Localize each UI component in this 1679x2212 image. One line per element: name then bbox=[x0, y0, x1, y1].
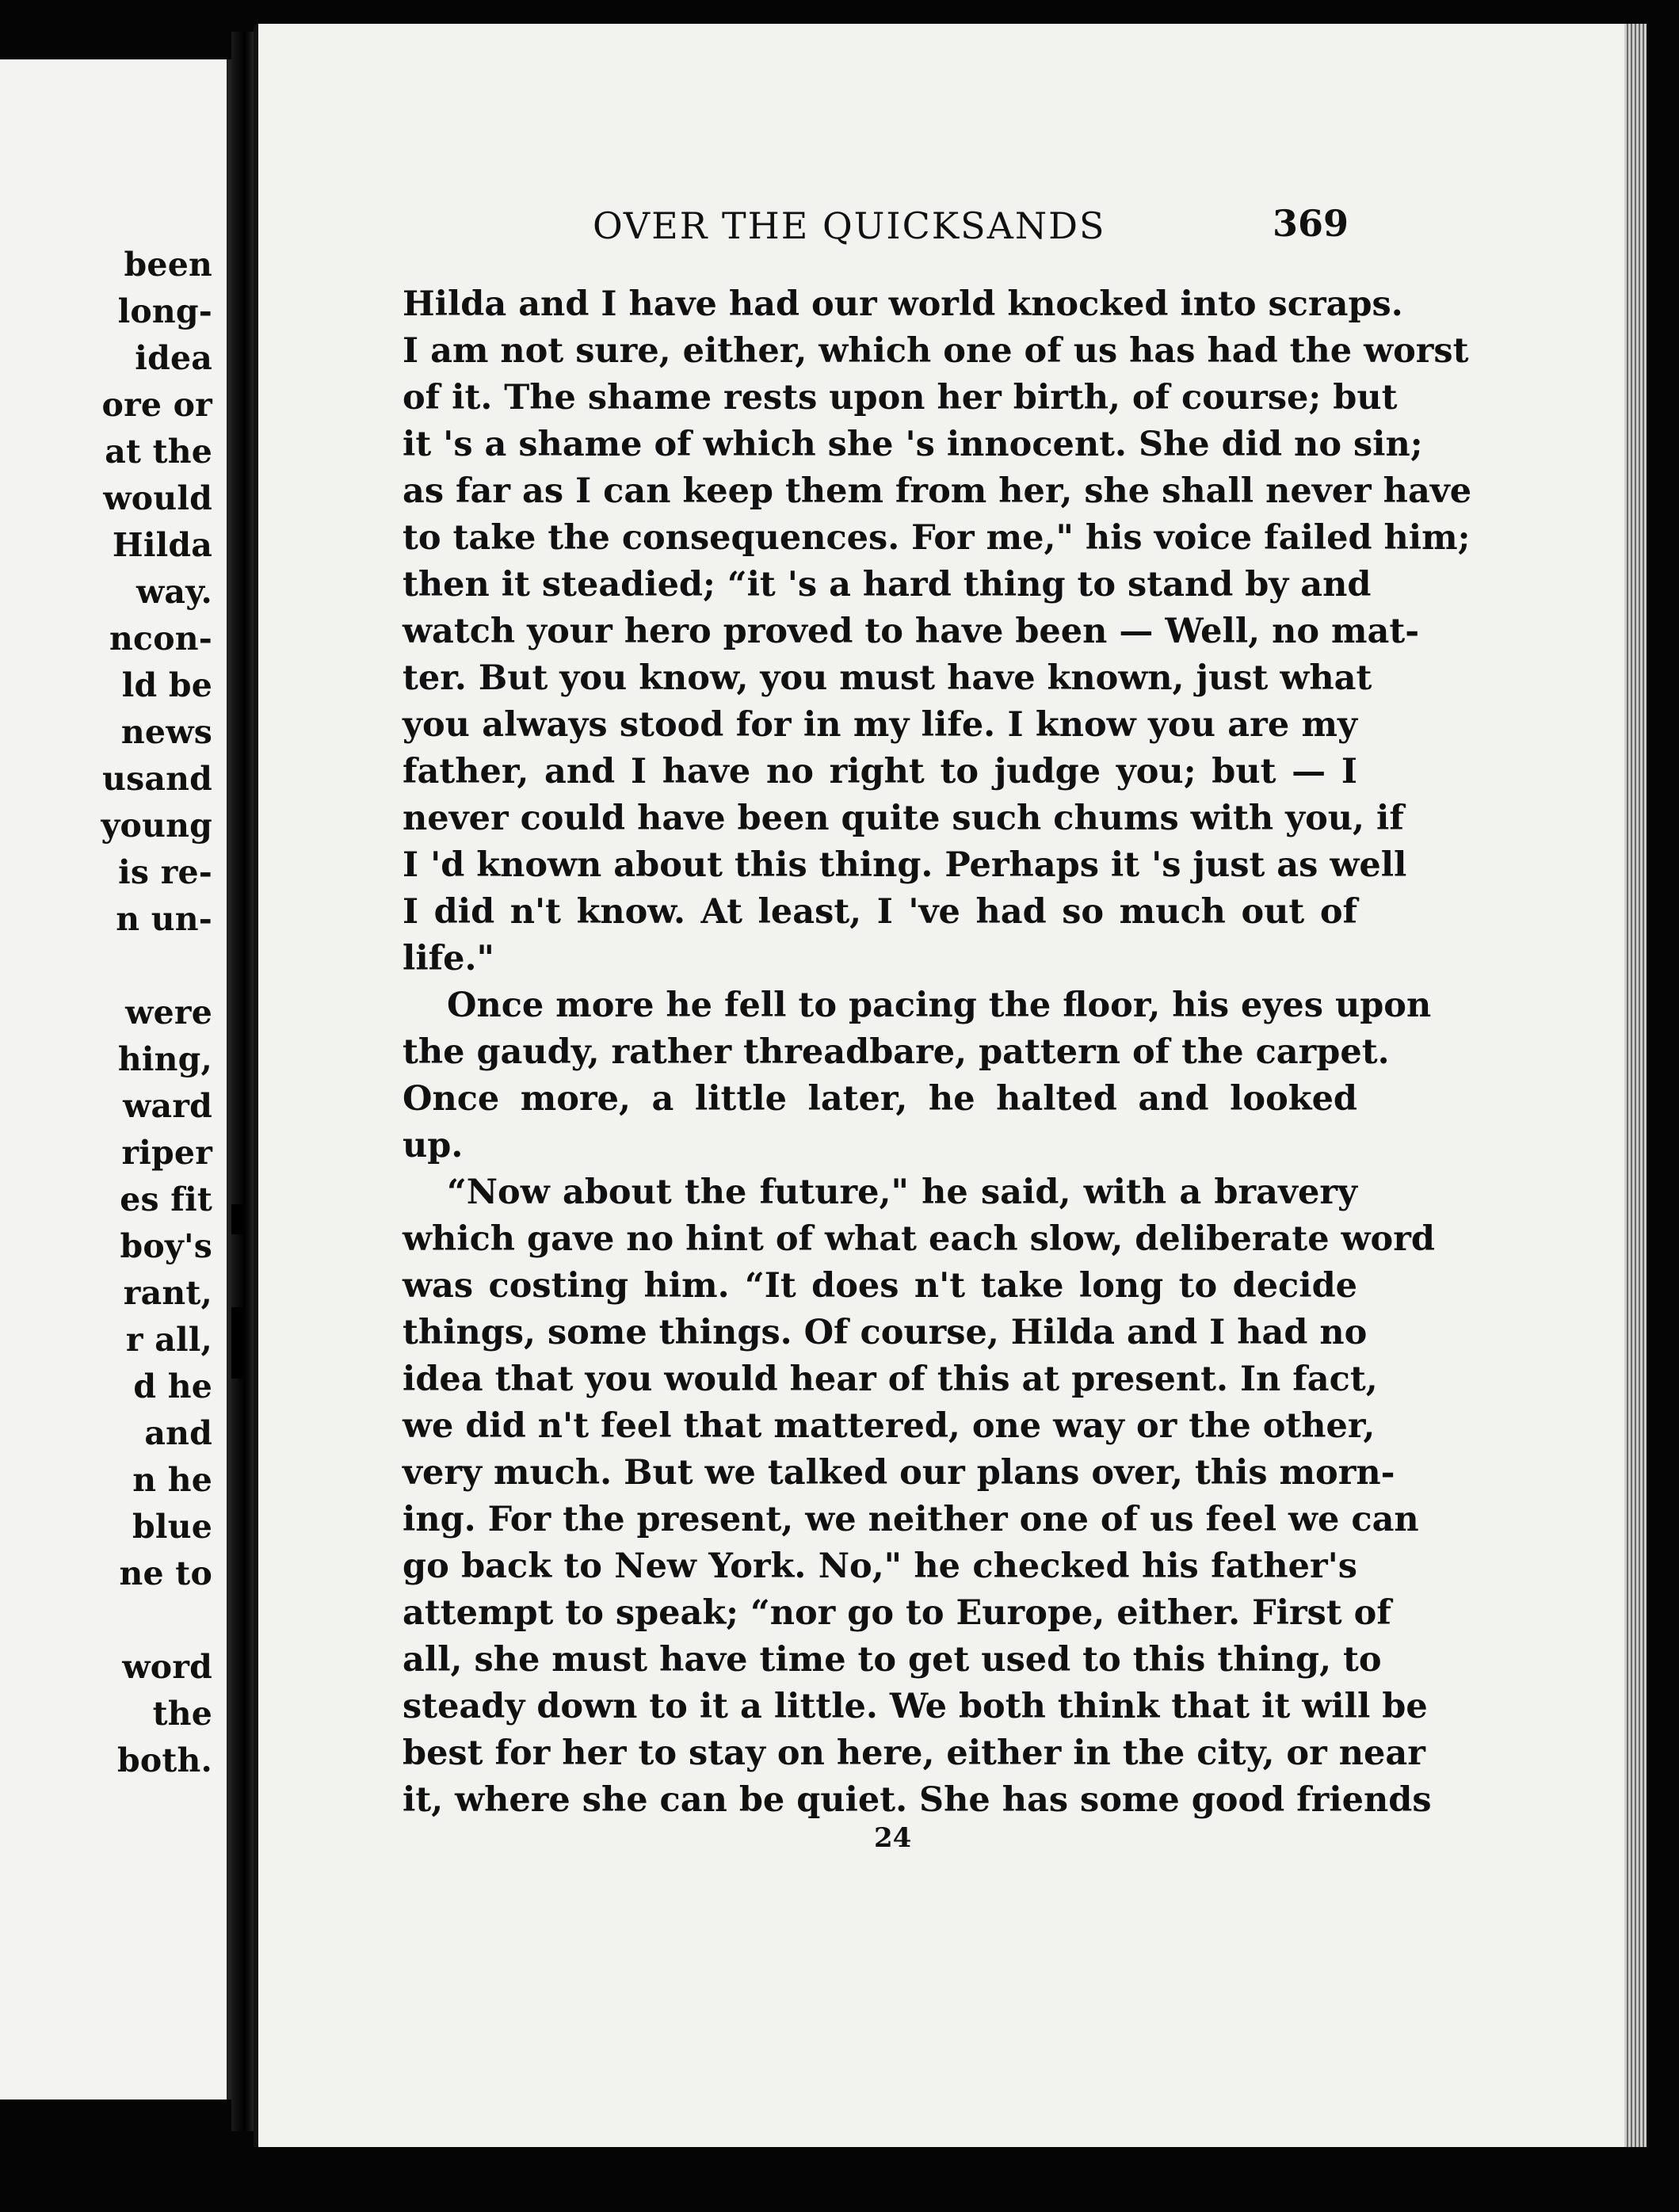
left-page-fragment: ncon- bbox=[109, 620, 212, 658]
text-line: ing. For the present, we neither one of us feel we can bbox=[403, 1500, 1419, 1539]
left-page-fragment: ward bbox=[123, 1087, 212, 1125]
left-page-fragment: idea bbox=[135, 339, 212, 377]
text-line: was costing him. “It does n't take long to decide bbox=[403, 1266, 1357, 1306]
text-line: all, she must have time to get used to this thing, to bbox=[403, 1640, 1382, 1680]
text-line: you always stood for in my life. I know you are my bbox=[403, 705, 1357, 745]
left-page-fragment: way. bbox=[135, 573, 212, 611]
left-page-fragment: the bbox=[152, 1695, 212, 1733]
text-line: attempt to speak; “nor go to Europe, either. First of bbox=[403, 1593, 1391, 1633]
text-line: watch your hero proved to have been — Well, no mat- bbox=[403, 612, 1420, 651]
text-line: then it steadied; “it 's a hard thing to stand by and bbox=[403, 565, 1372, 604]
gutter-blemish bbox=[231, 1307, 242, 1379]
text-line: never could have been quite such chums with you, if bbox=[403, 799, 1404, 838]
text-line: we did n't feel that mattered, one way or the other, bbox=[403, 1406, 1376, 1446]
left-page-fragment: is re- bbox=[118, 853, 212, 891]
left-page-fragment: blue bbox=[132, 1508, 212, 1546]
text-line: things, some things. Of course, Hilda and I had no bbox=[403, 1313, 1368, 1352]
left-page-fragment: usand bbox=[102, 760, 212, 798]
text-line: as far as I can keep them from her, she shall never have bbox=[403, 471, 1472, 511]
gutter-blemish bbox=[231, 1204, 242, 1234]
left-page-fragment: ne to bbox=[119, 1554, 212, 1592]
left-page-fragment: es fit bbox=[120, 1180, 212, 1219]
text-line: best for her to stay on here, either in the city, or near bbox=[403, 1733, 1425, 1773]
left-page-fragment: boy's bbox=[120, 1227, 212, 1265]
left-page-fragment: both. bbox=[116, 1741, 212, 1779]
left-page-fragment: at the bbox=[105, 433, 212, 471]
left-page-fragment: were bbox=[125, 993, 212, 1032]
book-gutter bbox=[231, 32, 254, 2131]
left-page-fragment: riper bbox=[121, 1134, 212, 1172]
left-page-fragment: ld be bbox=[121, 666, 212, 704]
left-page-fragment: d he bbox=[133, 1367, 212, 1405]
previous-page bbox=[0, 59, 231, 2099]
left-page-fragment: young bbox=[101, 807, 212, 845]
text-line: idea that you would hear of this at present. In fact, bbox=[403, 1360, 1378, 1399]
text-line: ter. But you know, you must have known, just what bbox=[403, 658, 1372, 698]
page-number: 369 bbox=[1273, 202, 1349, 245]
text-line: Hilda and I have had our world knocked into scraps. bbox=[403, 284, 1403, 324]
left-page-fragment: n he bbox=[132, 1461, 212, 1499]
text-line: steady down to it a little. We both think that it will be bbox=[403, 1687, 1428, 1726]
left-page-fragment: and bbox=[144, 1414, 212, 1452]
text-line: up. bbox=[403, 1126, 464, 1165]
text-line: father, and I have no right to judge you; but — I bbox=[403, 752, 1357, 791]
running-head: OVER THE QUICKSANDS bbox=[593, 204, 1106, 247]
text-line: very much. But we talked our plans over, this morn- bbox=[403, 1453, 1395, 1493]
text-line: the gaudy, rather threadbare, pattern of the carpet. bbox=[403, 1032, 1390, 1072]
left-page-fragment: hing, bbox=[117, 1040, 212, 1078]
left-page-fragment: n un- bbox=[116, 900, 212, 938]
signature-mark: 24 bbox=[874, 1822, 912, 1854]
left-page-fragment: news bbox=[120, 713, 212, 751]
text-line: “Now about the future," he said, with a bravery bbox=[447, 1173, 1357, 1212]
text-line: go back to New York. No," he checked his father's bbox=[403, 1546, 1357, 1586]
body-text bbox=[403, 281, 1472, 1824]
page-edge bbox=[1624, 24, 1647, 2147]
left-page-fragment: rant, bbox=[123, 1274, 212, 1312]
text-line: of it. The shame rests upon her birth, of course; but bbox=[403, 378, 1398, 418]
left-page-fragment: been bbox=[124, 246, 212, 284]
left-page-fragment: would bbox=[103, 479, 212, 517]
text-line: I did n't know. At least, I 've had so much out of bbox=[403, 892, 1357, 932]
left-page-fragment: long- bbox=[117, 292, 212, 330]
text-line: life." bbox=[403, 939, 494, 978]
text-line: I am not sure, either, which one of us has had the worst bbox=[403, 331, 1469, 371]
text-line: it 's a shame of which she 's innocent. She did no sin; bbox=[403, 425, 1423, 464]
left-page-fragment: ore or bbox=[101, 386, 212, 424]
left-page-fragment: word bbox=[122, 1648, 212, 1686]
text-line: it, where she can be quiet. She has some good friends bbox=[403, 1780, 1432, 1820]
text-line: Once more he fell to pacing the floor, his eyes upon bbox=[447, 986, 1432, 1025]
text-line: Once more, a little later, he halted and looked bbox=[403, 1079, 1357, 1119]
text-line: to take the consequences. For me," his voice failed him; bbox=[403, 518, 1471, 558]
left-page-fragment: r all, bbox=[125, 1321, 212, 1359]
text-line: I 'd known about this thing. Perhaps it 's just as well bbox=[403, 845, 1407, 885]
text-line: which gave no hint of what each slow, deliberate word bbox=[403, 1219, 1435, 1259]
left-page-fragment: Hilda bbox=[112, 526, 212, 564]
